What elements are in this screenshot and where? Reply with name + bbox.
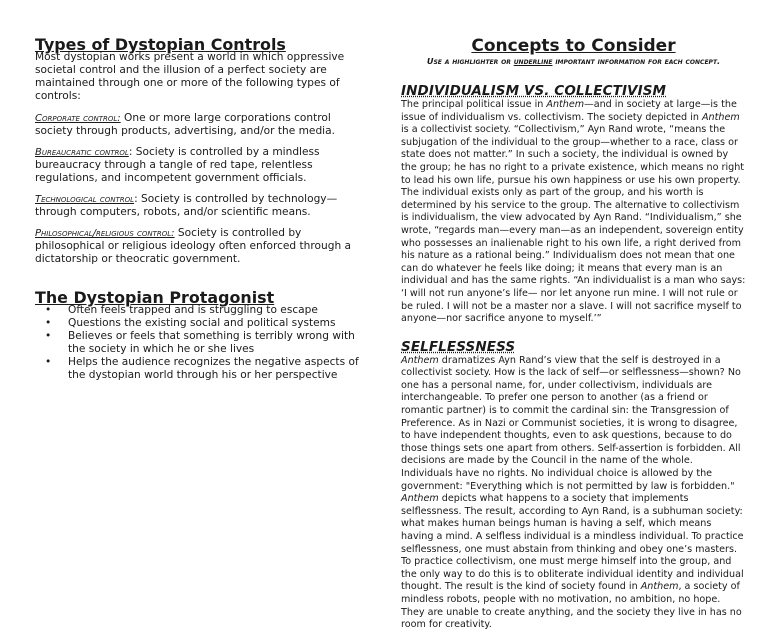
- control-text: Society is controlled by philosophical or religious ideology often enforced through a dictatorship or theocratic government.: [35, 227, 352, 265]
- concept-heading: INDIVIDUALISM VS. COLLECTIVISM: [401, 83, 667, 99]
- protagonist-traits-list: [35, 304, 365, 382]
- control-item-technological: [35, 193, 365, 219]
- control-text: : Society is controlled by technology—through computers, robots, and/or scientific means.: [35, 193, 338, 218]
- control-text: One or more large corporations control society through products, advertising, and/or the media.: [35, 112, 335, 137]
- book-title-italic: Anthem: [401, 354, 439, 366]
- concept-body: [401, 355, 746, 632]
- list-item-text: Believes or feels that something is terribly wrong with the society in which he or she lives: [68, 330, 355, 355]
- book-title-italic: Anthem: [546, 99, 585, 110]
- body-text: —and in society at large—is the issue of individualism vs. collectivism. The society depicted in: [401, 99, 737, 123]
- concept-individualism-vs-collectivism: [401, 83, 746, 326]
- control-item-philosophical: [35, 227, 365, 266]
- book-title-italic: Anthem: [401, 493, 439, 505]
- body-text: depicts what happens to a society that implements selflessness. The result, according to Ayn Rand, is a subhuman society: what makes human beings human is having a self, which means having a mind. A selfless individual is a mindless individual. To practice selflessness, one must abstain from thinking and obey one’s masters. To practice collectivism, one must merge himself into the group, and the only way to do this is to obliterate individual identity and individual thought. The result is the kind of society found in: [401, 493, 744, 593]
- control-label: Technological control: [35, 194, 135, 205]
- dystopian-controls-section: [35, 35, 365, 266]
- control-text: : Society is controlled by a mindless bureaucracy through a tangle of red tape, relentless regulations, and incompetent government officials.: [35, 146, 320, 184]
- bullet-icon: •: [45, 356, 52, 368]
- dystopian-protagonist-section: [35, 288, 365, 382]
- bullet-icon: •: [45, 304, 52, 316]
- list-item: [45, 330, 365, 356]
- subtitle-text: Use a highlighter or: [426, 56, 514, 66]
- protagonist-section-title: The Dystopian Protagonist: [35, 288, 275, 307]
- list-item-text: Often feels trapped and is struggling to escape: [68, 304, 318, 316]
- body-text: dramatizes Ayn Rand’s view that the self is destroyed in a collectivist society. How is the lack of self—or selflessness—shown? No one has a personal name, for, under collectivism, individuals are interchangeable. To prefer one person to another (as a friend or romantic partner) is to commit the cardinal sin: the Transgression of Preference. As in Nazi or Communist societies, it is wrong to disagree, to have independent thoughts, even to ask questions, because to do those things sets one apart from others. Self-assertion is forbidden. All decisions are made by the Council in the name of the whole. Individuals have no rights. No individual choice is allowed by the government: "Everything which is not permitted by law is forbidden.": [401, 354, 741, 492]
- body-text: is a collectivist society. “Collectivism,” Ayn Rand wrote, “means the subjugation of the individual to the group—whether to a race, class or state does not matter.” In such a society, the individual is owned by the group; he has no right to a private existence, which means no right to lead his own life, pursue his own happiness or use his own property. The individual exists only as part of the group, and his worth is determined by his service to the group. The alternative to collectivism is individualism, the view advocated by Ayn Rand. “Individualism,” she wrote, “regards man—every man—as an independent, sovereign entity who possesses an inalienable right to his own life, a right derived from his nature as a rational being.” Individualism does not mean that one can do whatever he feels like doing; it means that every man is an individual and has the same rights. “An individualist is a man who says: ‘I will not run anyone’s life— nor let anyone run mine. I will not rule or be ruled. I will not be a master nor a slave. I will not sacrifice myself to anyone—nor sacrifice anyone to myself.’”: [401, 124, 746, 325]
- left-column: [35, 35, 365, 382]
- controls-intro: Most dystopian works present a world in which oppressive societal control and the illusion of a perfect society are maintained through one or more of the following types of controls:: [35, 51, 345, 102]
- controls-section-title: Types of Dystopian Controls: [35, 35, 286, 54]
- bullet-icon: •: [45, 330, 52, 342]
- list-item: [45, 356, 365, 382]
- control-label: Corporate control:: [35, 113, 121, 124]
- control-label: Bureaucratic control: [35, 147, 129, 158]
- book-title-italic: Anthem: [701, 111, 740, 123]
- right-column: [401, 36, 746, 632]
- list-item: [45, 304, 365, 317]
- control-label: Philosophical/religious control:: [35, 228, 175, 239]
- bullet-icon: •: [45, 317, 52, 329]
- list-item: [45, 317, 365, 330]
- subtitle-underlined-word: underline: [513, 56, 553, 66]
- page-title: Concepts to Consider: [471, 36, 676, 56]
- control-item-corporate: [35, 112, 365, 138]
- concept-selflessness: [401, 339, 746, 632]
- subtitle-text: important information for each concept.: [552, 56, 721, 66]
- concept-body: [401, 99, 746, 326]
- concept-heading: SELFLESSNESS: [401, 338, 516, 355]
- body-text: The principal political issue in: [401, 99, 547, 110]
- book-title-italic: Anthem: [640, 581, 679, 593]
- list-item-text: Helps the audience recognizes the negative aspects of the dystopian world through his or her perspective: [68, 356, 359, 381]
- list-item-text: Questions the existing social and political systems: [68, 317, 336, 329]
- body-text: , a society of mindless robots, people with no motivation, no ambition, no hope. They are unable to create anything, and the society they live in has no room for creativity.: [401, 581, 742, 631]
- instructions-subtitle: [401, 56, 746, 67]
- control-item-bureaucratic: [35, 146, 365, 185]
